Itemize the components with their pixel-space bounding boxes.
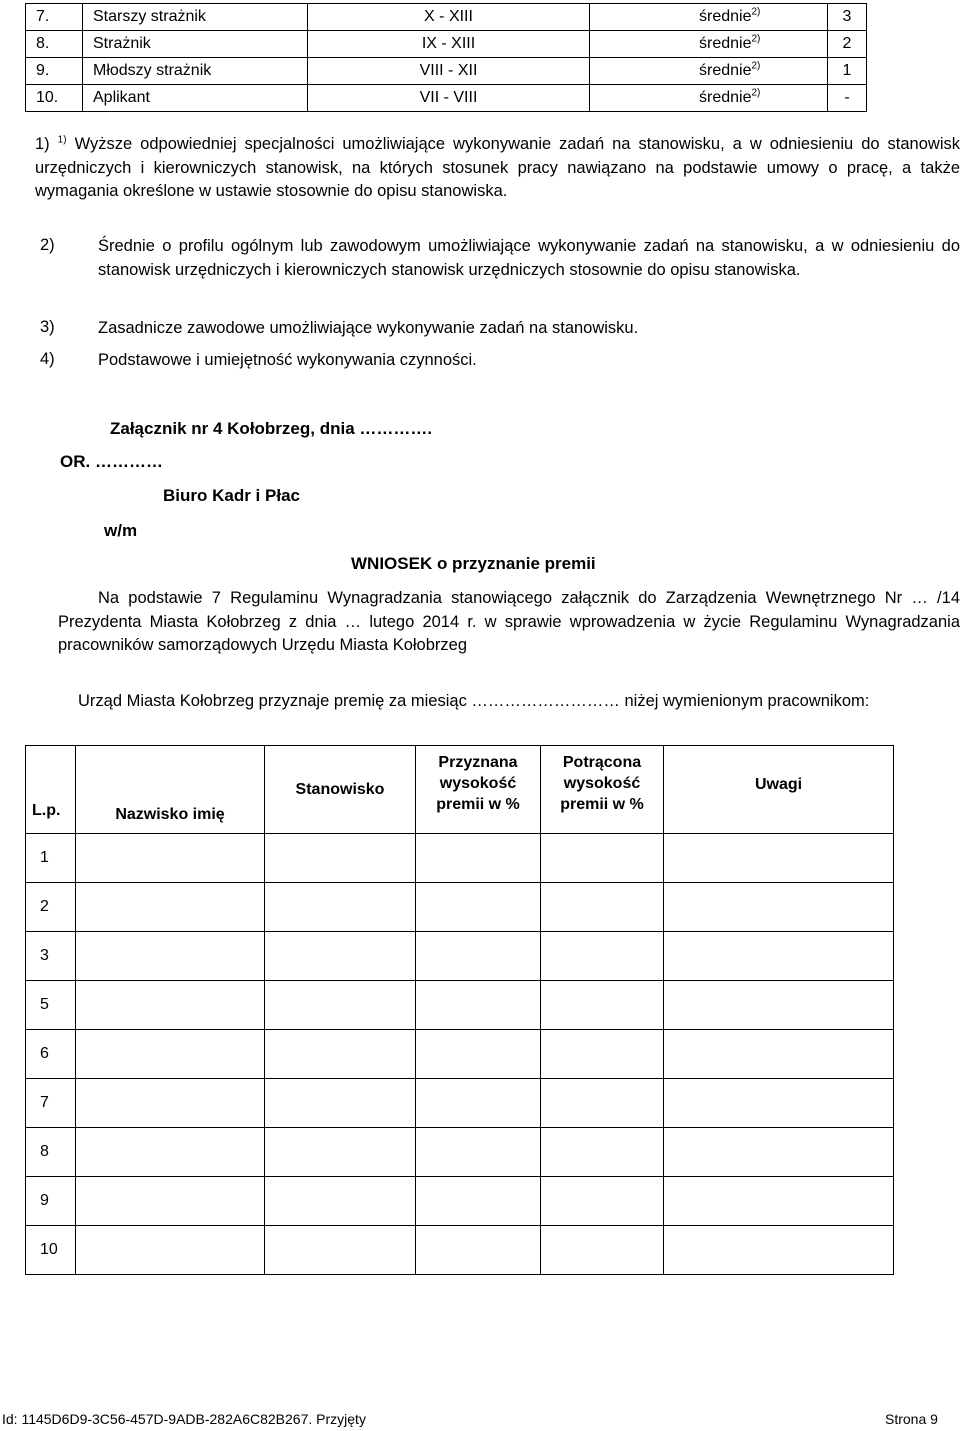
education-text: średnie: [699, 62, 752, 79]
note-2: [98, 235, 960, 282]
cell-notes[interactable]: [664, 1177, 894, 1226]
education-footnote: 2): [751, 33, 761, 45]
form-row: [26, 932, 894, 981]
header-reduced: Potrącona wysokość premii w %: [541, 746, 664, 834]
position-education: [590, 4, 828, 31]
cell-position[interactable]: [265, 1128, 416, 1177]
cell-reduced[interactable]: [541, 1226, 664, 1275]
cell-reduced[interactable]: [541, 1030, 664, 1079]
position-name: Starszy strażnik: [83, 4, 308, 31]
position-name: Aplikant: [83, 85, 308, 112]
cell-reduced[interactable]: [541, 834, 664, 883]
note-2-text: Średnie o profilu ogólnym lub zawodowym umożliwiające wykonywanie zadań na stanowisku, a w odniesieniu do stanowisk urzędniczych i kierowniczych stanowisk urzędniczych stosownie do opisu stanowiska.: [98, 237, 960, 279]
position-education: [590, 85, 828, 112]
position-name: Strażnik: [83, 31, 308, 58]
position-count: 2: [828, 31, 867, 58]
cell-name[interactable]: [76, 1030, 265, 1079]
cell-position[interactable]: [265, 1226, 416, 1275]
row-number: 7: [26, 1079, 76, 1128]
education-footnote: 2): [751, 87, 761, 99]
cell-reduced[interactable]: [541, 932, 664, 981]
form-row: [26, 1079, 894, 1128]
header-position: Stanowisko: [265, 746, 416, 834]
position-range: VIII - XII: [308, 58, 590, 85]
or-field: OR. …………: [60, 452, 163, 471]
cell-name[interactable]: [76, 1128, 265, 1177]
position-lp: 10.: [26, 85, 83, 112]
position-range: X - XIII: [308, 4, 590, 31]
cell-notes[interactable]: [664, 1030, 894, 1079]
positions-row: [26, 85, 867, 112]
cell-name[interactable]: [76, 932, 265, 981]
position-education: [590, 31, 828, 58]
cell-notes[interactable]: [664, 834, 894, 883]
cell-granted[interactable]: [416, 1030, 541, 1079]
cell-name[interactable]: [76, 883, 265, 932]
position-count: 3: [828, 4, 867, 31]
row-number: 8: [26, 1128, 76, 1177]
form-row: [26, 1177, 894, 1226]
row-number: 9: [26, 1177, 76, 1226]
cell-granted[interactable]: [416, 834, 541, 883]
note-1-sup: 1): [57, 134, 67, 146]
header-granted: Przyznana wysokość premii w %: [416, 746, 541, 834]
cell-position[interactable]: [265, 883, 416, 932]
wm-label: w/m: [104, 521, 138, 540]
education-text: średnie: [699, 89, 752, 106]
note-2-number: 2): [40, 236, 55, 254]
note-1-number: 1): [35, 135, 50, 153]
cell-name[interactable]: [76, 834, 265, 883]
row-number: 1: [26, 834, 76, 883]
cell-position[interactable]: [265, 834, 416, 883]
cell-position[interactable]: [265, 1079, 416, 1128]
basis-paragraph: Na podstawie 7 Regulaminu Wynagradzania stanowiącego załącznik do Zarządzenia Wewnętrznego Nr … /14 Prezydenta Miasta Kołobrzeg z dnia … lutego 2014 r. w sprawie wprowadzenia w życie Regulaminu Wynagradzania pracowników samorządowych Urzędu Miasta Kołobrzeg: [58, 589, 960, 654]
education-footnote: 2): [751, 60, 761, 72]
cell-notes[interactable]: [664, 932, 894, 981]
form-row: [26, 1226, 894, 1275]
attachment-title: Załącznik nr 4 Kołobrzeg, dnia ………….: [110, 419, 433, 438]
header-lp: L.p.: [26, 746, 76, 834]
cell-notes[interactable]: [664, 981, 894, 1030]
cell-position[interactable]: [265, 981, 416, 1030]
cell-notes[interactable]: [664, 883, 894, 932]
education-text: średnie: [699, 35, 752, 52]
cell-granted[interactable]: [416, 1128, 541, 1177]
note-3-text: Zasadnicze zawodowe umożliwiające wykonywanie zadań na stanowisku.: [98, 319, 639, 337]
position-count: 1: [828, 58, 867, 85]
form-row: [26, 1128, 894, 1177]
cell-name[interactable]: [76, 1177, 265, 1226]
position-lp: 9.: [26, 58, 83, 85]
header-notes: Uwagi: [664, 746, 894, 834]
cell-granted[interactable]: [416, 981, 541, 1030]
row-number: 2: [26, 883, 76, 932]
position-lp: 7.: [26, 4, 83, 31]
row-number: 6: [26, 1030, 76, 1079]
cell-name[interactable]: [76, 1079, 265, 1128]
cell-name[interactable]: [76, 1226, 265, 1275]
cell-reduced[interactable]: [541, 1177, 664, 1226]
cell-reduced[interactable]: [541, 1079, 664, 1128]
positions-table: [25, 3, 867, 112]
footer-page: Strona 9: [885, 1411, 938, 1427]
note-1: [35, 133, 960, 204]
note-4-text: Podstawowe i umiejętność wykonywania czynności.: [98, 351, 477, 369]
department: Biuro Kadr i Płac: [163, 486, 300, 505]
cell-name[interactable]: [76, 981, 265, 1030]
position-count: -: [828, 85, 867, 112]
cell-granted[interactable]: [416, 1226, 541, 1275]
position-name: Młodszy strażnik: [83, 58, 308, 85]
row-number: 3: [26, 932, 76, 981]
cell-reduced[interactable]: [541, 883, 664, 932]
form-row: [26, 1030, 894, 1079]
row-number: 10: [26, 1226, 76, 1275]
note-4-number: 4): [40, 350, 55, 368]
position-lp: 8.: [26, 31, 83, 58]
positions-row: [26, 58, 867, 85]
grant-paragraph: Urząd Miasta Kołobrzeg przyznaje premię za miesiąc ……………………… niżej wymienionym pracownikom:: [78, 692, 870, 710]
position-education: [590, 58, 828, 85]
row-number: 5: [26, 981, 76, 1030]
cell-granted[interactable]: [416, 1079, 541, 1128]
request-heading: WNIOSEK o przyznanie premii: [351, 554, 596, 573]
note-3-number: 3): [40, 318, 55, 336]
premium-form-table: [25, 745, 894, 1275]
education-text: średnie: [699, 8, 752, 25]
cell-notes[interactable]: [664, 1079, 894, 1128]
positions-row: [26, 4, 867, 31]
cell-granted[interactable]: [416, 1177, 541, 1226]
cell-position[interactable]: [265, 1177, 416, 1226]
footer-id: Id: 1145D6D9-3C56-457D-9ADB-282A6C82B267. Przyjęty: [2, 1411, 366, 1427]
cell-notes[interactable]: [664, 1226, 894, 1275]
form-row: [26, 883, 894, 932]
form-row: [26, 834, 894, 883]
cell-reduced[interactable]: [541, 1128, 664, 1177]
position-range: IX - XIII: [308, 31, 590, 58]
cell-position[interactable]: [265, 932, 416, 981]
positions-row: [26, 31, 867, 58]
header-name: Nazwisko imię: [76, 746, 265, 834]
cell-granted[interactable]: [416, 883, 541, 932]
cell-notes[interactable]: [664, 1128, 894, 1177]
position-range: VII - VIII: [308, 85, 590, 112]
education-footnote: 2): [751, 6, 761, 18]
cell-reduced[interactable]: [541, 981, 664, 1030]
note-1-text: Wyższe odpowiedniej specjalności umożliwiające wykonywanie zadań na stanowisku, a w odniesieniu do stanowisk urzędniczych i kierowniczych stanowisk, na których stosunek pracy nawiązano na podstawie umowy o pracę, a także wymagania określone w ustawie stosownie do opisu stanowiska.: [35, 135, 960, 200]
cell-position[interactable]: [265, 1030, 416, 1079]
form-row: [26, 981, 894, 1030]
cell-granted[interactable]: [416, 932, 541, 981]
